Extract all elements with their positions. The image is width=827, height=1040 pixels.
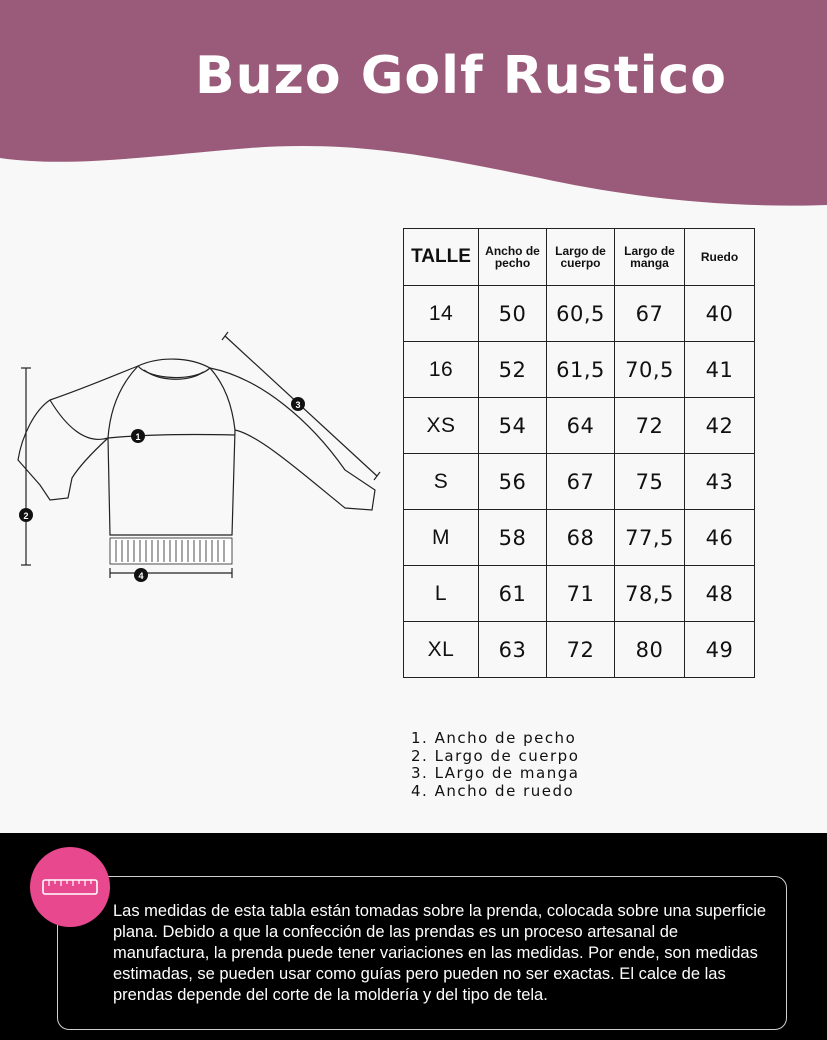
cell-ruedo: 41 <box>685 342 755 398</box>
cell-largo-manga: 78,5 <box>615 566 685 622</box>
measurement-note: Las medidas de esta tabla están tomadas sobre la prenda, colocada sobre una superficie plana. Debido a que la confección de las prendas es un proceso artesanal de manufactura, la prenda puede tener variaciones en las medidas. Por ende, son medidas estimadas, se pueden usar como guías pero pueden no ser exactas. El calce de las prendas depende del corte de la moldería y del tipo de tela. <box>113 902 767 1004</box>
sweater-diagram <box>10 330 390 590</box>
size-table <box>403 228 755 678</box>
ruler-badge <box>30 847 110 927</box>
cell-largo-manga: 67 <box>615 286 685 342</box>
cell-largo-cuerpo: 64 <box>547 398 615 454</box>
cell-largo-cuerpo: 68 <box>547 510 615 566</box>
header-largo-manga: Largo de manga <box>615 229 685 286</box>
page-title: Buzo Golf Rustico <box>195 46 727 106</box>
cell-ancho-pecho: 56 <box>479 454 547 510</box>
table-row <box>404 510 755 566</box>
cell-size: 14 <box>404 286 479 342</box>
header-ancho-pecho: Ancho de pecho <box>479 229 547 286</box>
ruler-icon <box>42 877 98 897</box>
cell-ruedo: 42 <box>685 398 755 454</box>
table-row <box>404 342 755 398</box>
marker-2: 2 <box>23 511 29 521</box>
header-ruedo: Ruedo <box>685 229 755 286</box>
marker-1: 1 <box>135 432 141 442</box>
cell-size: S <box>404 454 479 510</box>
footer <box>0 833 827 1040</box>
cell-ruedo: 48 <box>685 566 755 622</box>
cell-ruedo: 40 <box>685 286 755 342</box>
cell-largo-manga: 72 <box>615 398 685 454</box>
cell-ancho-pecho: 52 <box>479 342 547 398</box>
legend-item: 3. LArgo de manga <box>411 764 580 782</box>
ribbed-hem <box>110 538 232 564</box>
marker-4: 4 <box>138 571 144 581</box>
cell-ancho-pecho: 50 <box>479 286 547 342</box>
measurement-legend <box>411 730 579 800</box>
cell-ancho-pecho: 61 <box>479 566 547 622</box>
cell-ruedo: 49 <box>685 622 755 678</box>
table-row <box>404 398 755 454</box>
cell-largo-cuerpo: 61,5 <box>547 342 615 398</box>
cell-largo-cuerpo: 72 <box>547 622 615 678</box>
cell-ruedo: 43 <box>685 454 755 510</box>
cell-ancho-pecho: 54 <box>479 398 547 454</box>
header-largo-cuerpo: Largo de cuerpo <box>547 229 615 286</box>
legend-item: 2. Largo de cuerpo <box>411 746 580 765</box>
cell-largo-cuerpo: 71 <box>547 566 615 622</box>
cell-size: XL <box>404 622 479 678</box>
note-box <box>57 876 787 1030</box>
table-row <box>404 454 755 510</box>
cell-largo-cuerpo: 60,5 <box>547 286 615 342</box>
sweater-outline <box>18 359 375 535</box>
table-row <box>404 566 755 622</box>
cell-size: L <box>404 566 479 622</box>
cell-ancho-pecho: 63 <box>479 622 547 678</box>
table-row <box>404 286 755 342</box>
table-header-row <box>404 229 755 286</box>
cell-largo-manga: 70,5 <box>615 342 685 398</box>
legend-item: 4. Ancho de ruedo <box>411 781 575 800</box>
cell-ruedo: 46 <box>685 510 755 566</box>
cell-ancho-pecho: 58 <box>479 510 547 566</box>
marker-3: 3 <box>295 400 301 410</box>
cell-largo-manga: 77,5 <box>615 510 685 566</box>
legend-item: 1. Ancho de pecho <box>411 729 577 747</box>
cell-size: 16 <box>404 342 479 398</box>
cell-largo-cuerpo: 67 <box>547 454 615 510</box>
cell-size: M <box>404 510 479 566</box>
header-band <box>0 0 827 215</box>
cell-largo-manga: 75 <box>615 454 685 510</box>
header-talle: TALLE <box>404 229 479 286</box>
cell-size: XS <box>404 398 479 454</box>
table-row <box>404 622 755 678</box>
cell-largo-manga: 80 <box>615 622 685 678</box>
